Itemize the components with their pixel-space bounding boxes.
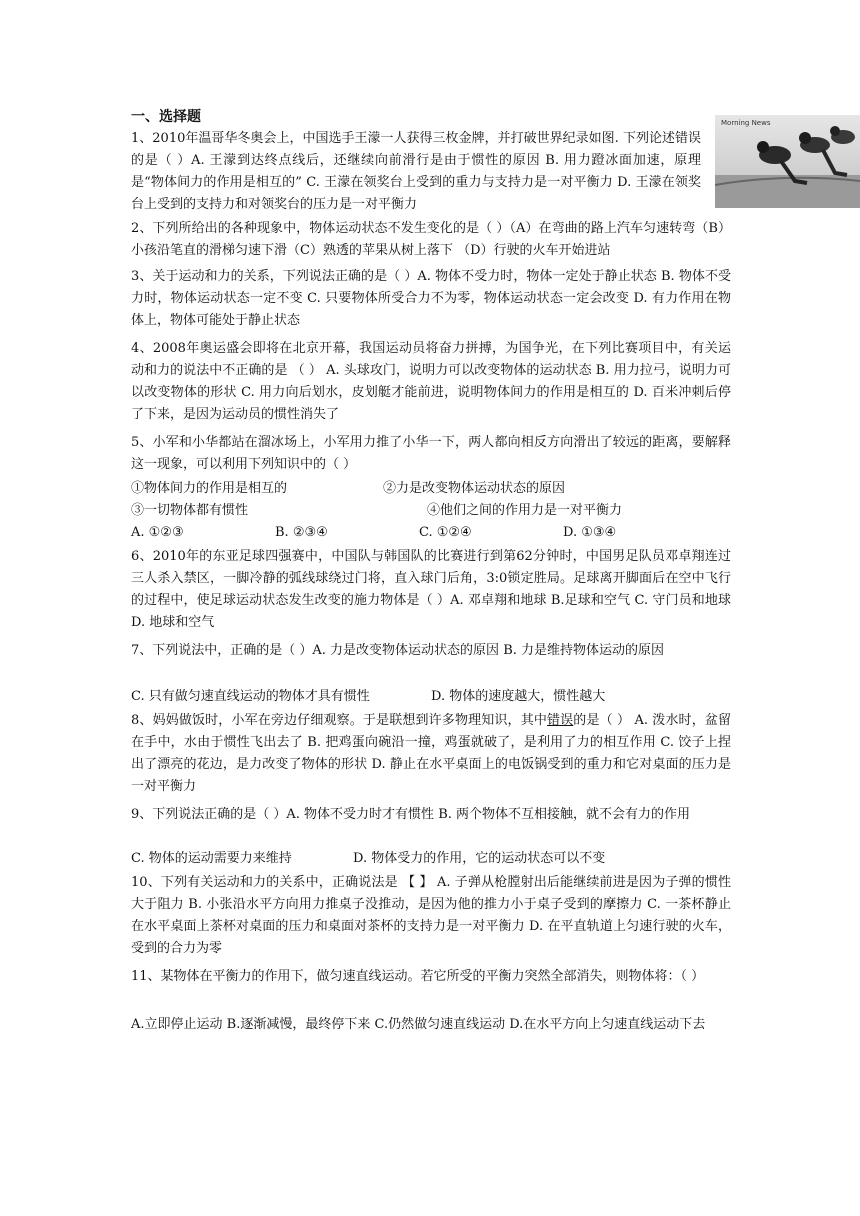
question-9: 9、下列说法正确的是（ ）A. 物体不受力时才有惯性 B. 两个物体不互相接触，就不会有力的作用 <box>131 807 691 822</box>
q8-text-start: 8、妈妈做饭时，小军在旁边仔细观察。于是联想到许多物理知识，其中 <box>131 713 547 728</box>
q7-option-d: D. 物体的速度越大，惯性越大 <box>431 689 606 704</box>
question-11: 11、某物体在平衡力的作用下，做匀速直线运动。若它所受的平衡力突然全部消失，则物体将：（ ） <box>131 969 705 984</box>
question-5: 5、小军和小华都站在溜冰场上，小军用力推了小华一下，两人都向相反方向滑出了较远的距离，要解释这一现象，可以利用下列知识中的（ ） <box>131 435 731 472</box>
question-8 <box>131 710 731 798</box>
q9-option-c: C. 物体的运动需要力来维持 <box>131 851 292 866</box>
q5-answer-c: C. ①②④ <box>419 525 472 540</box>
section-heading: 一、选择题 <box>131 109 201 125</box>
q5-option-3: ③一切物体都有惯性 <box>131 503 249 518</box>
question-2: 2、下列所给出的各种现象中，物体运动状态不发生变化的是（ ）（A）在弯曲的路上汽车匀速转弯（B）小孩沿笔直的滑梯匀速下滑（C）熟透的苹果从树上落下 （D）行驶的火车开始进站 <box>131 221 731 258</box>
q9-option-d: D. 物体受力的作用，它的运动状态可以不变 <box>353 851 606 866</box>
q8-text-end: 的是（ ） A. 泼水时，盆留在手中，水由于惯性飞出去了 B. 把鸡蛋向碗沿一撞，鸡蛋就破了，是利用了力的相互作用 C. 饺子上捏出了漂亮的花边，是力改变了物体的形状 D. 静止在水平桌面上的电饭锅受到的重力和它对桌面的压力是一对平衡力 <box>131 713 731 794</box>
speed-skating-photo <box>715 115 860 208</box>
question-7: 7、下列说法中，正确的是（ ）A. 力是改变物体运动状态的原因 B. 力是维持物体运动的原因 <box>131 643 665 658</box>
q5-option-4: ④他们之间的作用力是一对平衡力 <box>427 503 623 518</box>
q5-answer-a: A. ①②③ <box>131 525 184 540</box>
q5-option-2: ②力是改变物体运动状态的原因 <box>383 481 566 496</box>
q5-answer-b: B. ②③④ <box>275 525 328 540</box>
q5-answer-d: D. ①③④ <box>563 525 617 540</box>
q5-option-1: ①物体间力的作用是相互的 <box>131 481 288 496</box>
question-6: 6、2010年的东亚足球四强赛中，中国队与韩国队的比赛进行到第62分钟时，中国男足队员邓卓翔连过三人杀入禁区，一脚冷静的弧线球绕过门将，直入球门后角，3:0锁定胜局。足球离开脚面后在空中飞行的过程中，使足球运动状态发生改变的施力物体是（ ）A. 邓卓翔和地球 B.足球和空气 C. 守门员和地球 D. 地球和空气 <box>131 549 731 630</box>
question-3: 3、关于运动和力的关系，下列说法正确的是（ ）A. 物体不受力时，物体一定处于静止状态 B. 物体不受力时，物体运动状态一定不变 C. 只要物体所受合力不为零，物体运动状态一定会改变 D. 有力作用在物体上，物体可能处于静止状态 <box>131 269 731 328</box>
question-4: 4、2008年奥运盛会即将在北京开幕，我国运动员将奋力拼搏，为国争光，在下列比赛项目中，有关运动和力的说法中不正确的是 （ ） A. 头球攻门，说明力可以改变物体的运动状态 B. 用力拉弓，说明力可以改变物体的形状 C. 用力向后划水，皮划艇才能前进，说明物体间力的作用是相互的 D. 百米冲刺后停了下来，是因为运动员的惯性消失了 <box>131 341 731 422</box>
photo-caption: Morning News <box>721 119 771 127</box>
question-1: 1、2010年温哥华冬奥会上，中国选手王濛一人获得三枚金牌，并打破世界纪录如图. 下列论述错误的是（ ）A. 王濛到达终点线后，还继续向前滑行是由于惯性的原因 B. 用力蹬冰面加速，原理是“物体间力的作用是相互的” C. 王濛在领奖台上受到的重力与支持力是一对平衡力 D. 王濛在领奖台上受到的支持力和对领奖台的压力是一对平衡力 <box>131 131 701 212</box>
q8-underlined-word: 错误 <box>547 713 574 728</box>
skaters-illustration <box>715 115 860 208</box>
q7-option-c: C. 只有做匀速直线运动的物体才具有惯性 <box>131 689 370 704</box>
question-10: 10、下列有关运动和力的关系中，正确说法是 【 】 A. 子弹从枪膛射出后能继续前进是因为子弹的惯性大于阻力 B. 小张沿水平方向用力推桌子没推动，是因为他的推力小于桌子受到的摩擦力 C. 一茶杯静止在水平桌面上茶杯对桌面的压力和桌面对茶杯的支持力是一对平衡力 D. 在平直轨道上匀速行驶的火车，受到的合力为零 <box>131 875 731 956</box>
q11-options: A.立即停止运动 B.逐渐减慢，最终停下来 C.仍然做匀速直线运动 D.在水平方向上匀速直线运动下去 <box>131 1017 706 1032</box>
